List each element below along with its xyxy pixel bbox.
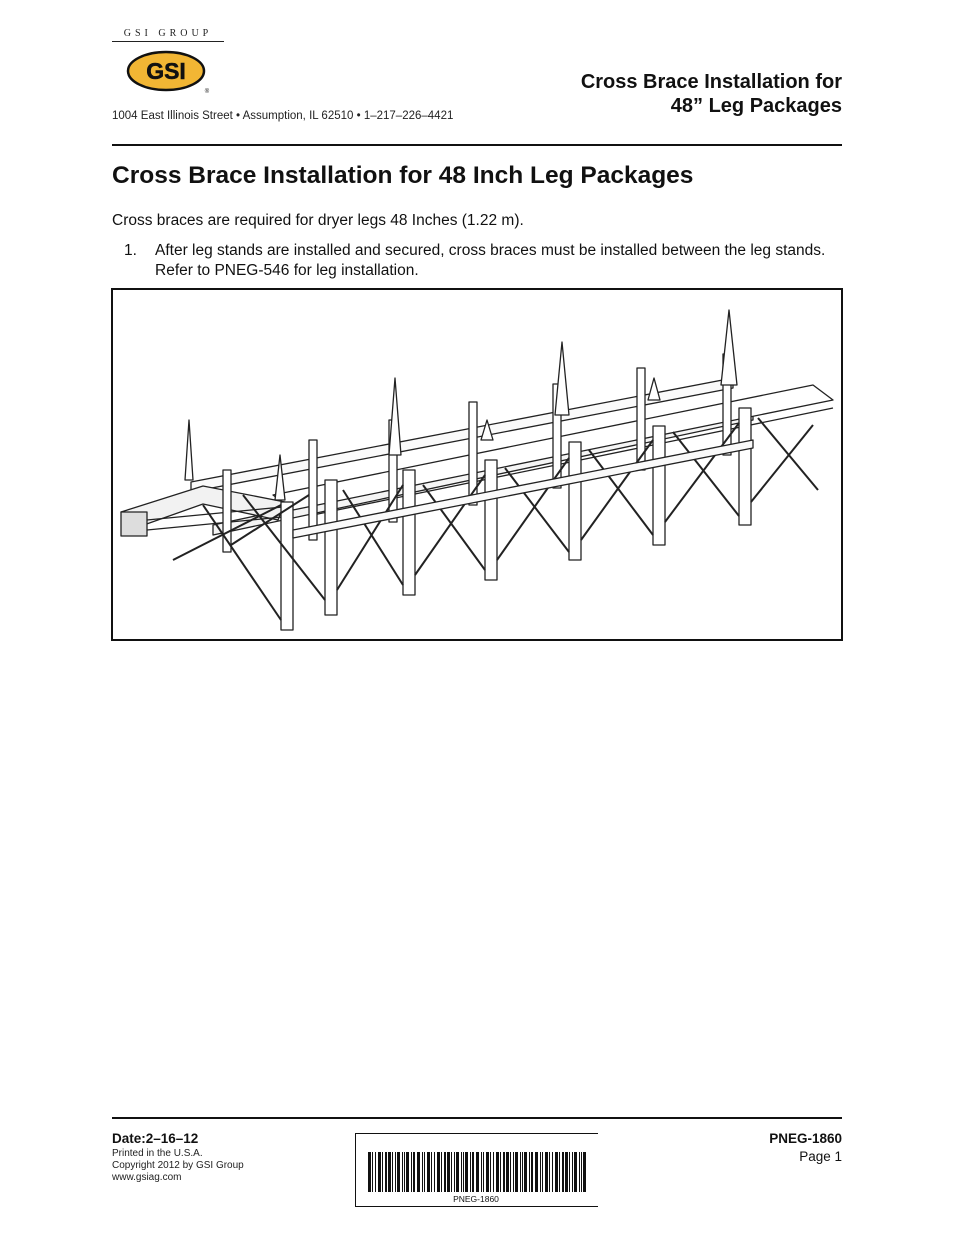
- post-top: [721, 310, 737, 385]
- header-rule: [112, 144, 842, 146]
- barcode-bar: [476, 1152, 479, 1192]
- barcode-bar: [427, 1152, 430, 1192]
- barcode-bar: [493, 1152, 494, 1192]
- barcode-bar: [542, 1152, 543, 1192]
- gsi-logo: [124, 49, 214, 95]
- barcode-bar: [535, 1152, 538, 1192]
- barcode-bar: [513, 1152, 514, 1192]
- barcode-bar: [581, 1152, 582, 1192]
- barcode-bar: [385, 1152, 387, 1192]
- leg-stand: [485, 460, 497, 580]
- barcode-bar: [572, 1152, 573, 1192]
- leg-stand: [653, 426, 665, 545]
- step-text: After leg stands are installed and secured, cross braces must be installed between the leg stands. Refer to PNEG-546 for leg installation.: [155, 242, 826, 279]
- footer-copyright: Copyright 2012 by GSI Group: [112, 1160, 244, 1171]
- leg-stand: [281, 502, 293, 630]
- barcode-bar: [392, 1152, 393, 1192]
- barcode-bar: [500, 1152, 501, 1192]
- barcode-bar: [382, 1152, 383, 1192]
- page-number: Page 1: [799, 1149, 842, 1164]
- barcode-bar: [540, 1152, 541, 1192]
- barcode-bar: [470, 1152, 471, 1192]
- barcode-bar: [579, 1152, 580, 1192]
- barcode-bar: [444, 1152, 446, 1192]
- barcode-bar: [515, 1152, 518, 1192]
- barcode-bar: [461, 1152, 462, 1192]
- leg-stand: [739, 408, 751, 525]
- barcode-bar: [481, 1152, 482, 1192]
- leg-stand: [569, 442, 581, 560]
- footer-website: www.gsiag.com: [112, 1172, 182, 1183]
- barcode-bar: [368, 1152, 371, 1192]
- post-top: [389, 378, 401, 455]
- barcode-bar: [437, 1152, 440, 1192]
- barcode-bar: [506, 1152, 509, 1192]
- barcode-bar: [422, 1152, 423, 1192]
- step-item: [112, 241, 842, 280]
- document-number: PNEG-1860: [769, 1131, 842, 1146]
- header-title-line-2: 48” Leg Packages: [670, 95, 842, 117]
- header-title-line-1: Cross Brace Installation for: [580, 71, 842, 93]
- barcode-bar: [375, 1152, 376, 1192]
- barcode-bar: [441, 1152, 442, 1192]
- post-top: [648, 378, 660, 400]
- company-address: 1004 East Illinois Street • Assumption, IL 62510 • 1–217–226–4421: [112, 110, 454, 122]
- header-title: [512, 70, 842, 118]
- barcode-bar: [388, 1152, 391, 1192]
- barcode-bar: [531, 1152, 533, 1192]
- barcode-bar: [503, 1152, 505, 1192]
- step-number: 1.: [124, 242, 137, 259]
- barcode-bar: [406, 1152, 409, 1192]
- post-top: [275, 455, 285, 500]
- barcode-bar: [454, 1152, 455, 1192]
- barcode-bar: [413, 1152, 415, 1192]
- footer-rule: [112, 1117, 842, 1119]
- barcode-bar: [565, 1152, 568, 1192]
- brand-group-text: GSI GROUP: [123, 28, 213, 39]
- barcode-bar: [472, 1152, 474, 1192]
- barcode-bar: [402, 1152, 403, 1192]
- barcode-bar: [483, 1152, 484, 1192]
- barcode-bar: [434, 1152, 435, 1192]
- barcode-bar: [496, 1152, 499, 1192]
- barcode-bar: [549, 1152, 550, 1192]
- leg-stand: [637, 368, 645, 470]
- logo-registered-mark: ®: [204, 89, 210, 95]
- end-box: [121, 512, 147, 536]
- leg-stand: [325, 480, 337, 615]
- logo-text: GSI: [146, 58, 186, 84]
- brand-rule: [112, 41, 224, 42]
- footer-date: Date:2–16–12: [112, 1131, 199, 1146]
- barcode-bar: [397, 1152, 400, 1192]
- leg-stand: [403, 470, 415, 595]
- barcode-bar: [574, 1152, 577, 1192]
- barcode-bar: [552, 1152, 553, 1192]
- barcode-bar: [522, 1152, 523, 1192]
- post-top: [555, 342, 569, 415]
- barcode-bar: [555, 1152, 558, 1192]
- barcode-bar: [378, 1152, 381, 1192]
- barcode-bar: [562, 1152, 564, 1192]
- barcode-bar: [372, 1152, 373, 1192]
- barcode-bar: [490, 1152, 491, 1192]
- barcode-label: PNEG-1860: [453, 1194, 499, 1204]
- footer-printed: Printed in the U.S.A.: [112, 1148, 203, 1159]
- intro-paragraph: Cross braces are required for dryer legs 48 Inches (1.22 m).: [112, 212, 524, 229]
- page-title: Cross Brace Installation for 48 Inch Leg Packages: [112, 162, 694, 189]
- barcode-bar: [431, 1152, 432, 1192]
- barcode-bar: [465, 1152, 468, 1192]
- barcode-bar: [411, 1152, 412, 1192]
- cross-brace: [751, 425, 813, 502]
- cross-brace: [665, 423, 739, 522]
- barcode-bar: [404, 1152, 405, 1192]
- barcode-bar: [456, 1152, 459, 1192]
- barcode-bar: [524, 1152, 527, 1192]
- barcode-bar: [545, 1152, 548, 1192]
- barcode-bar: [424, 1152, 425, 1192]
- post-top: [185, 420, 193, 480]
- barcode-bar: [417, 1152, 420, 1192]
- barcode-bar: [451, 1152, 452, 1192]
- barcode-bar: [559, 1152, 560, 1192]
- leg-package-illustration: [111, 288, 843, 641]
- barcode-bar: [583, 1152, 586, 1192]
- barcode-bar: [520, 1152, 521, 1192]
- barcode-bar: [529, 1152, 530, 1192]
- barcode-bar: [463, 1152, 464, 1192]
- barcode-bar: [510, 1152, 511, 1192]
- barcode-bar: [447, 1152, 450, 1192]
- barcode-bar: [569, 1152, 570, 1192]
- cross-brace-drawing: [113, 290, 841, 639]
- barcode-bar: [486, 1152, 489, 1192]
- barcode-bar: [395, 1152, 396, 1192]
